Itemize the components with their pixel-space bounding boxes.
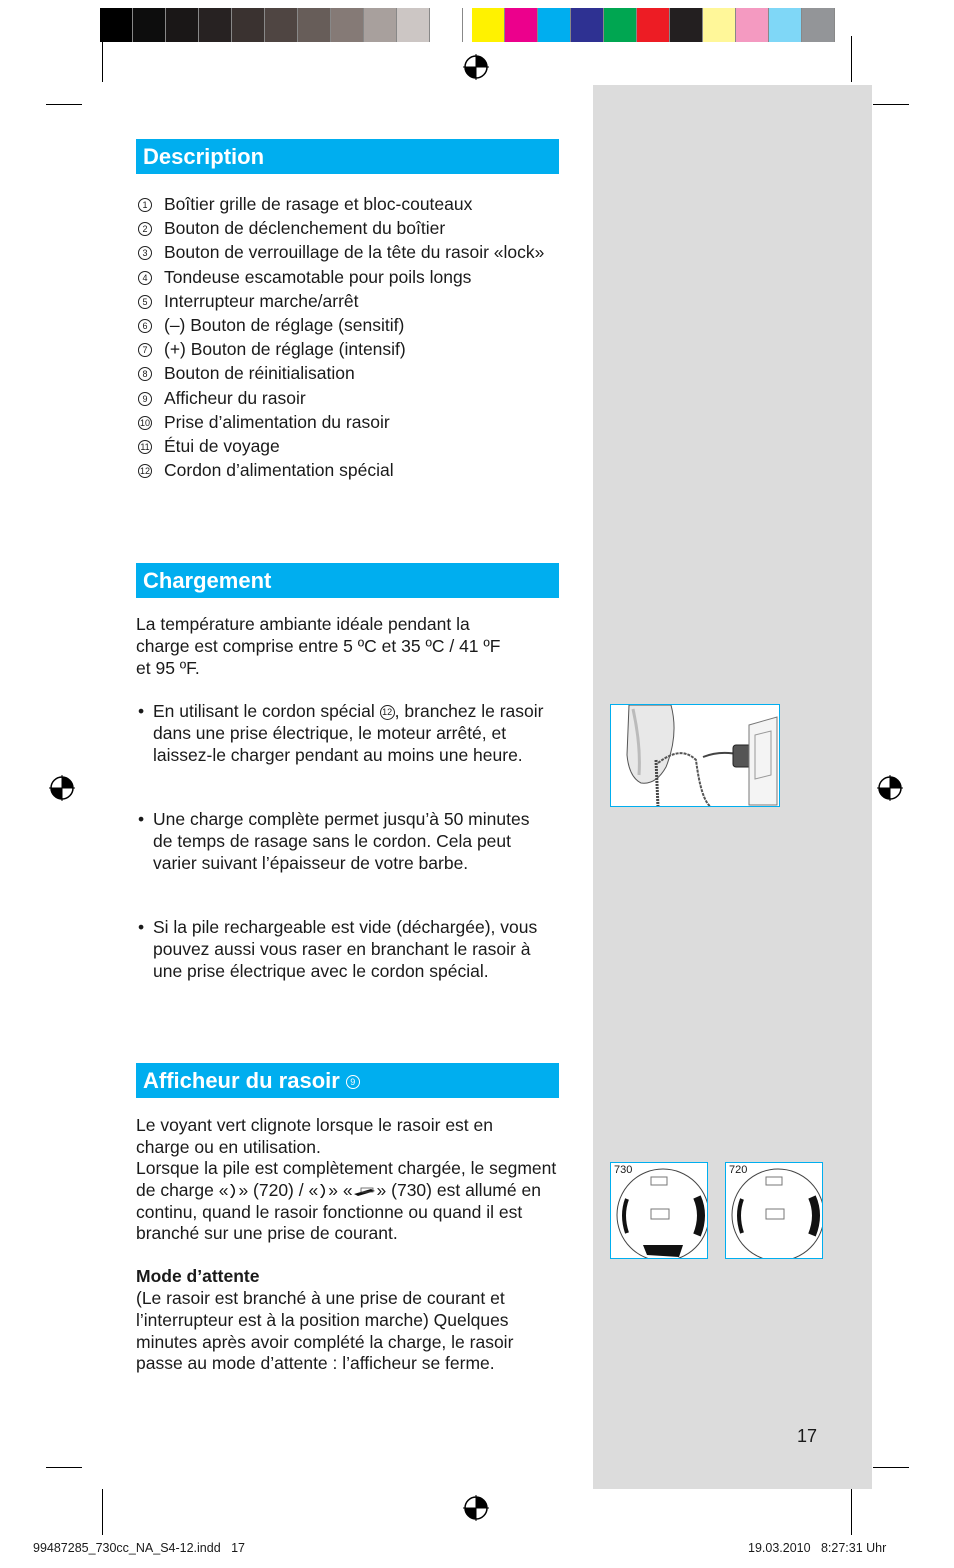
charge-segment-icon: [318, 1183, 328, 1199]
chargement-bullet-1: [136, 701, 561, 766]
item-number: 2: [138, 222, 152, 236]
color-swatch: [637, 8, 670, 42]
display-730-illustration: [610, 1162, 708, 1259]
item-text: Interrupteur marche/arrêt: [164, 290, 359, 311]
description-item: [138, 240, 558, 264]
description-item: [138, 410, 558, 434]
color-swatch: [670, 8, 703, 42]
grey-swatch: [265, 8, 298, 42]
item-text: (+) Bouton de réglage (intensif): [164, 339, 406, 360]
item-text: Cordon d’alimentation spécial: [164, 460, 394, 481]
description-list: [138, 192, 558, 482]
color-swatch: [604, 8, 637, 42]
standby-text: (Le rasoir est branché à une prise de courant et l’interrupteur est à la position marche) Quelques minutes après avoir complété la charge, le rasoir passe au mode d’attente : l’afficheur se ferme.: [136, 1288, 514, 1374]
grey-swatch: [397, 8, 430, 42]
description-item: [138, 265, 558, 289]
color-swatch: [769, 8, 802, 42]
bullet-text: En utilisant le cordon spécial: [153, 701, 375, 721]
heading-text: Description: [143, 144, 265, 169]
section-heading-description: [136, 139, 559, 174]
item-text: Bouton de réinitialisation: [164, 363, 355, 384]
color-swatch: [802, 8, 835, 42]
print-color-bar: [100, 8, 835, 42]
model-label: 720: [729, 1164, 748, 1176]
shaver-charging-illustration: [610, 704, 780, 807]
item-text: Bouton de verrouillage de la tête du rasoir «lock»: [164, 242, 545, 263]
item-text: Étui de voyage: [164, 436, 280, 457]
item-number: 12: [139, 466, 150, 477]
grey-swatch: [166, 8, 199, 42]
chargement-bullet-2: • Une charge complète permet jusqu’à 50 minutes de temps de rasage sans le cordon. Cela peut varier suivant l’épaisseur de votre barbe.: [136, 809, 536, 874]
color-swatch: [703, 8, 736, 42]
heading-text: Chargement: [143, 568, 272, 593]
grey-swatch: [364, 8, 397, 42]
item-ref-number: 12: [380, 705, 395, 720]
display-dial-icon: [611, 1163, 708, 1259]
grey-swatch: [232, 8, 265, 42]
text-segment: Lorsque la pile est complètement chargée, le segment de charge «: [136, 1158, 557, 1200]
color-swatch: [472, 8, 505, 42]
item-text: Afficheur du rasoir: [164, 387, 306, 408]
charge-bar-icon: [353, 1185, 377, 1197]
description-item: [138, 361, 558, 385]
description-item: [138, 313, 558, 337]
chargement-intro: La température ambiante idéale pendant la charge est comprise entre 5 ºC et 35 ºC / 41 ºF et 95 ºF.: [136, 614, 501, 678]
item-text: (–) Bouton de réglage (sensitif): [164, 315, 405, 336]
text-segment: » «: [328, 1179, 353, 1200]
registration-mark-icon: [463, 54, 489, 80]
crop-mark: [873, 1467, 909, 1468]
grey-swatch: [199, 8, 232, 42]
description-item: [138, 289, 558, 313]
item-number: 11: [138, 440, 152, 454]
crop-mark: [873, 104, 909, 105]
item-number: 4: [138, 271, 152, 285]
standby-title: Mode d’attente: [136, 1266, 260, 1286]
page-number: 17: [797, 1426, 818, 1446]
crop-mark: [46, 104, 82, 105]
item-number: 5: [138, 295, 152, 309]
grey-swatch: [133, 8, 166, 42]
item-text: Bouton de déclenchement du boîtier: [164, 218, 446, 239]
item-number: 3: [138, 246, 152, 260]
registration-mark-icon: [49, 775, 75, 801]
crop-mark: [102, 1489, 103, 1535]
bullet-text: , branchez le rasoir dans une prise électrique, le moteur arrêté, et laissez-le charger pendant au moins une heure.: [153, 701, 544, 765]
chargement-bullet-3: • Si la pile rechargeable est vide (déchargée), vous pouvez aussi vous raser en branchant le rasoir à une prise électrique avec le cordon spécial.: [136, 917, 561, 982]
text-segment: » (730) est allumé en continu, quand le rasoir fonctionne ou quand il est branché sur une prise de courant.: [136, 1179, 541, 1244]
description-item: [138, 434, 558, 458]
footer-timestamp: 19.03.2010 8:27:31 Uhr: [748, 1541, 887, 1555]
display-dial-icon: [726, 1163, 823, 1259]
crop-mark: [851, 1489, 852, 1535]
item-number: 6: [138, 319, 152, 333]
grey-swatch: [430, 8, 463, 42]
section-heading-afficheur: [136, 1063, 559, 1098]
item-text: Prise d’alimentation du rasoir: [164, 411, 390, 432]
text-segment: » (720) / «: [238, 1179, 319, 1200]
grey-swatch: [331, 8, 364, 42]
description-item: [138, 337, 558, 361]
description-item: [138, 458, 558, 482]
item-number: 10: [139, 417, 150, 428]
shaver-plug-icon: [611, 705, 780, 807]
color-swatch: [571, 8, 604, 42]
display-720-illustration: [725, 1162, 823, 1259]
color-swatch: [736, 8, 769, 42]
afficheur-paragraph-1: Le voyant vert clignote lorsque le rasoir est en charge ou en utilisation.: [136, 1115, 493, 1157]
registration-mark-icon: [463, 1495, 489, 1521]
charge-segment-icon: [228, 1183, 238, 1199]
afficheur-paragraph-2: [136, 1158, 561, 1245]
description-item: [138, 216, 558, 240]
crop-mark: [851, 36, 852, 82]
heading-text: Afficheur du rasoir: [143, 1068, 340, 1093]
section-heading-chargement: [136, 563, 559, 598]
description-item: [138, 386, 558, 410]
color-swatch: [538, 8, 571, 42]
crop-mark: [102, 36, 103, 82]
grey-swatch: [100, 8, 133, 42]
item-ref-number: 9: [346, 1075, 360, 1089]
description-item: [138, 192, 558, 216]
item-text: Tondeuse escamotable pour poils longs: [164, 266, 472, 287]
model-label: 730: [614, 1164, 633, 1176]
item-number: 1: [138, 198, 152, 212]
item-number: 7: [138, 343, 152, 357]
item-number: 8: [138, 367, 152, 381]
footer-filename: 99487285_730cc_NA_S4-12.indd 17: [33, 1541, 245, 1555]
crop-mark: [46, 1467, 82, 1468]
color-swatch: [505, 8, 538, 42]
registration-mark-icon: [877, 775, 903, 801]
item-number: 9: [138, 392, 152, 406]
item-text: Boîtier grille de rasage et bloc-couteaux: [164, 194, 473, 214]
grey-swatch: [298, 8, 331, 42]
